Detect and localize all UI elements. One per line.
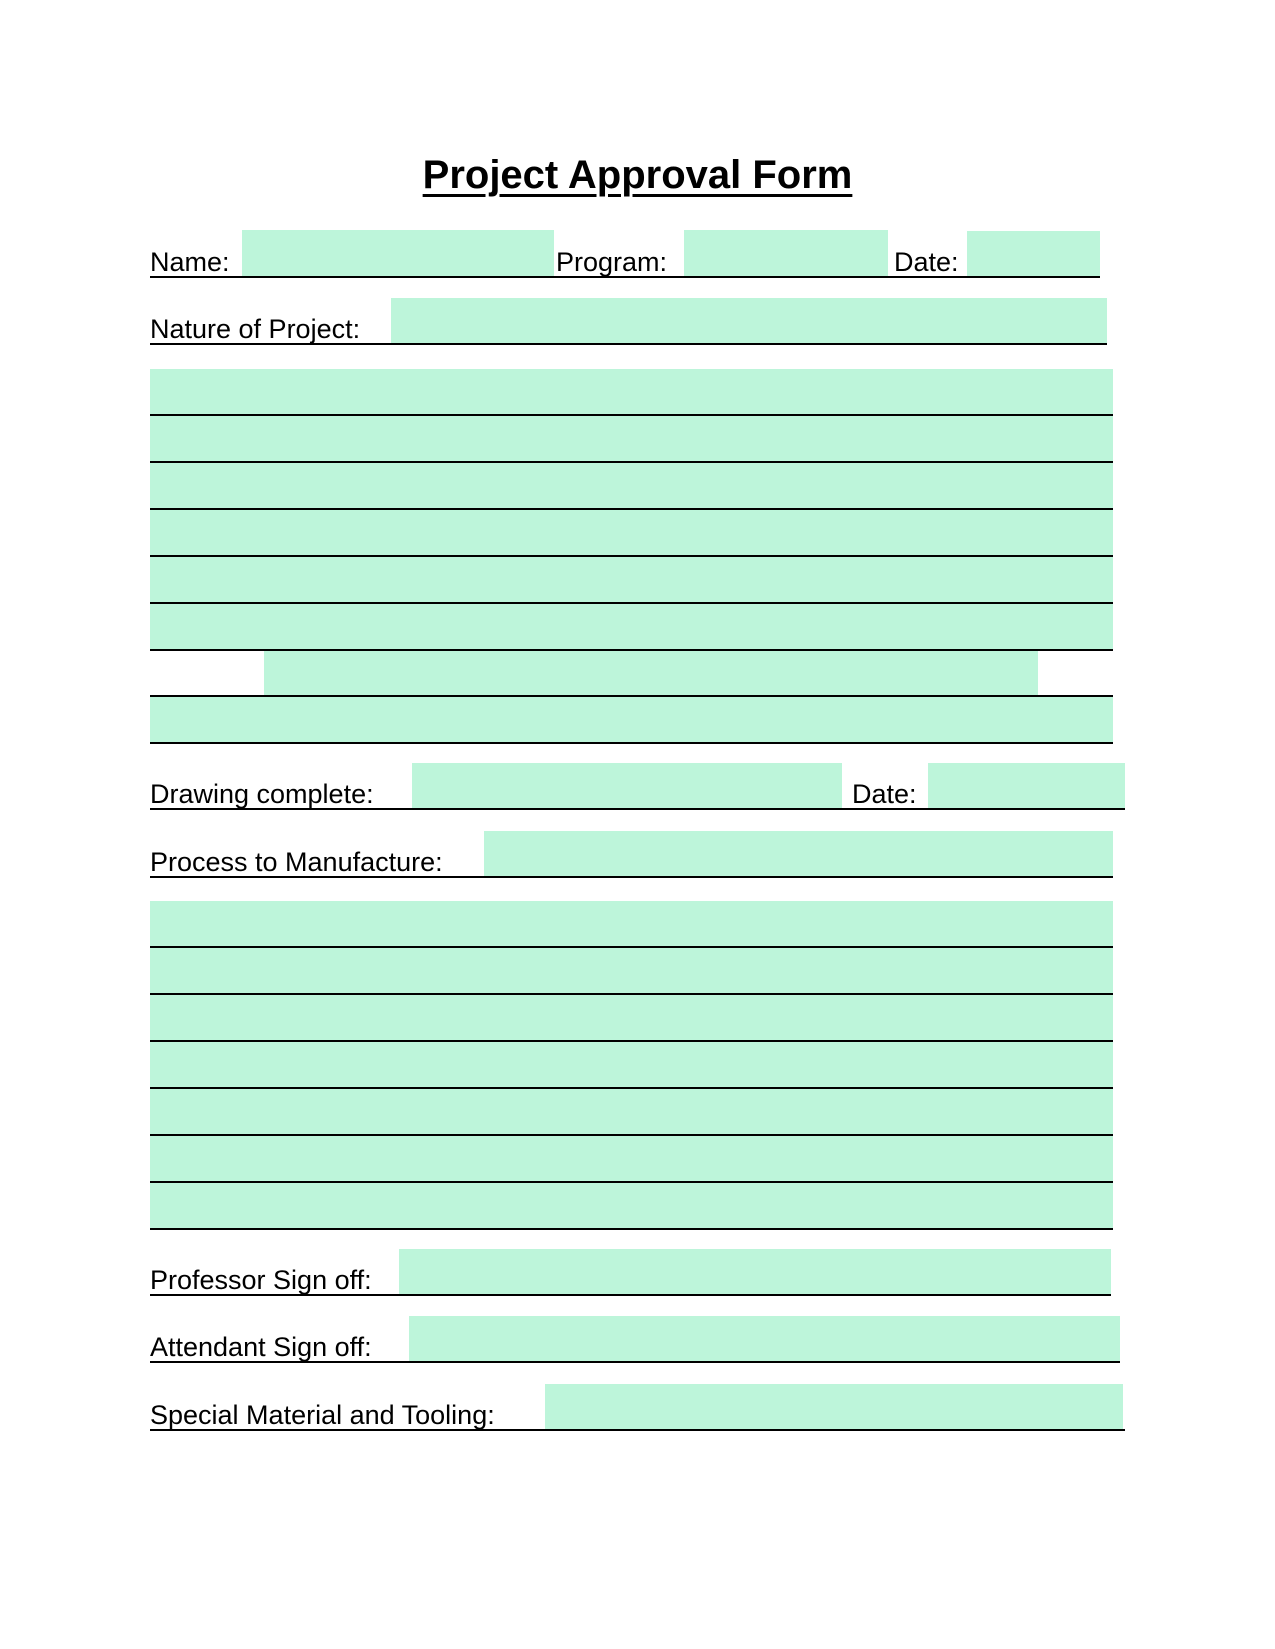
date-label: Date:: [894, 247, 959, 277]
nature-of-project-label: Nature of Project:: [150, 314, 361, 344]
drawing-date-label: Date:: [852, 779, 917, 809]
program-field[interactable]: [684, 230, 888, 276]
attendant-sign-off-label: Attendant Sign off:: [150, 1332, 372, 1362]
nature-line-1[interactable]: [150, 369, 1113, 416]
form-title: Project Approval Form: [422, 153, 853, 197]
drawing-date-field[interactable]: [928, 763, 1125, 808]
process-line-4[interactable]: [150, 1042, 1113, 1089]
nature-line-4[interactable]: [150, 510, 1113, 557]
nature-of-project-field[interactable]: [391, 298, 1107, 343]
process-line-2[interactable]: [150, 948, 1113, 995]
process-line-3[interactable]: [150, 995, 1113, 1042]
nature-line-7-fill[interactable]: [264, 651, 1038, 695]
drawing-complete-field[interactable]: [412, 763, 842, 808]
special-material-field[interactable]: [545, 1384, 1123, 1429]
nature-line-8[interactable]: [150, 697, 1113, 744]
name-label: Name:: [150, 247, 230, 277]
special-material-label: Special Material and Tooling:: [150, 1400, 495, 1430]
program-label: Program:: [556, 247, 668, 277]
process-line-5[interactable]: [150, 1089, 1113, 1136]
nature-line-5[interactable]: [150, 557, 1113, 604]
professor-sign-off-label: Professor Sign off:: [150, 1265, 372, 1295]
date-field[interactable]: [967, 231, 1100, 276]
process-line-7[interactable]: [150, 1183, 1113, 1230]
process-line-1[interactable]: [150, 901, 1113, 948]
name-field[interactable]: [242, 230, 554, 276]
nature-line-6[interactable]: [150, 604, 1113, 651]
process-line-6[interactable]: [150, 1136, 1113, 1183]
process-to-manufacture-field[interactable]: [484, 831, 1113, 876]
drawing-complete-label: Drawing complete:: [150, 779, 374, 809]
attendant-sign-off-field[interactable]: [409, 1316, 1120, 1361]
nature-line-2[interactable]: [150, 416, 1113, 463]
professor-sign-off-field[interactable]: [399, 1249, 1111, 1294]
nature-line-3[interactable]: [150, 463, 1113, 510]
process-to-manufacture-label: Process to Manufacture:: [150, 847, 443, 877]
